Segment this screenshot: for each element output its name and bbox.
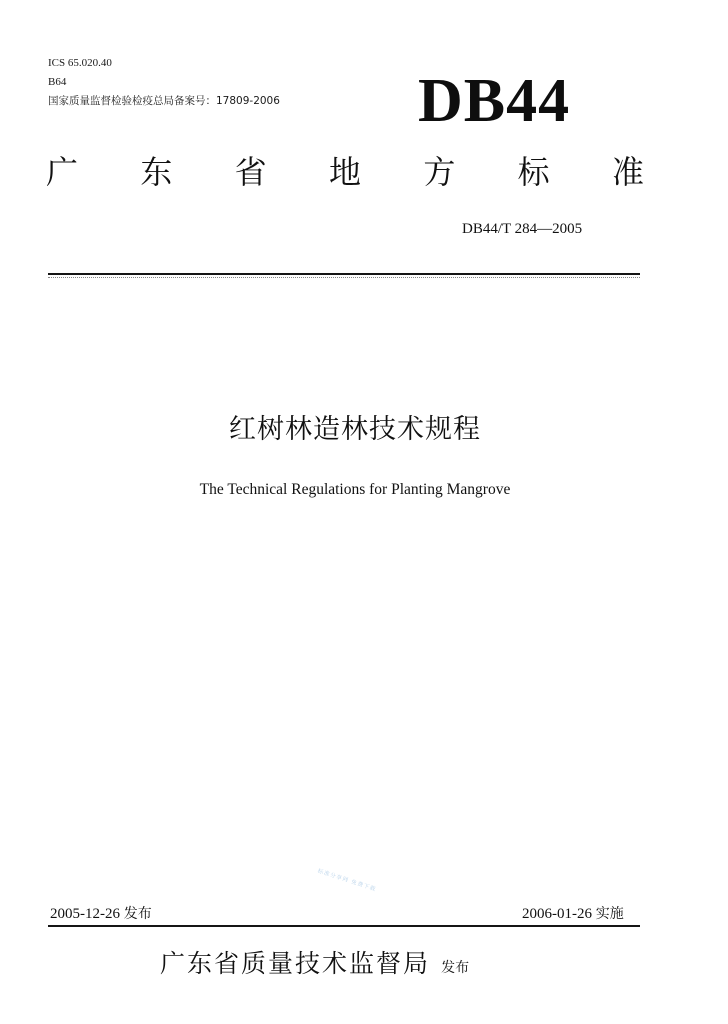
issue-label: 发布 <box>123 906 152 922</box>
issue-date-line <box>50 904 152 924</box>
standard-type-char: 方 <box>423 153 456 191</box>
standard-type-char: 广 <box>46 153 79 191</box>
classification-code: B64 <box>48 76 67 88</box>
top-divider <box>48 273 640 275</box>
document-title-en: The Technical Regulations for Planting Mangrove <box>199 481 511 498</box>
bottom-divider <box>48 925 640 927</box>
watermark-text: 标准分享网 免费下载 <box>316 868 377 894</box>
effective-label: 实施 <box>595 906 624 922</box>
issuer-name: 广东省质量技术监督局 <box>160 949 431 978</box>
standard-type-char: 东 <box>140 153 173 191</box>
effective-date-line <box>522 904 624 924</box>
standard-type-char: 准 <box>611 153 644 191</box>
standard-type-heading <box>46 150 644 194</box>
effective-date: 2006-01-26 <box>522 906 592 922</box>
standard-type-char: 地 <box>328 153 361 191</box>
standard-type-char: 省 <box>234 153 267 191</box>
standard-number: DB44/T 284—2005 <box>462 221 583 237</box>
standard-code-logo: DB44 <box>418 67 571 135</box>
top-divider-dotted <box>48 277 640 278</box>
issue-date: 2005-12-26 <box>50 906 120 922</box>
standard-type-char: 标 <box>517 153 550 191</box>
issuer-line <box>160 946 469 982</box>
ics-code: ICS 65.020.40 <box>48 57 112 69</box>
registration-number: 国家质量监督检验检疫总局备案号：17809-2006 <box>48 95 280 107</box>
issuer-suffix: 发布 <box>441 960 470 976</box>
document-title-zh: 红树林造林技术规程 <box>229 414 481 445</box>
faint-watermark <box>318 858 427 905</box>
